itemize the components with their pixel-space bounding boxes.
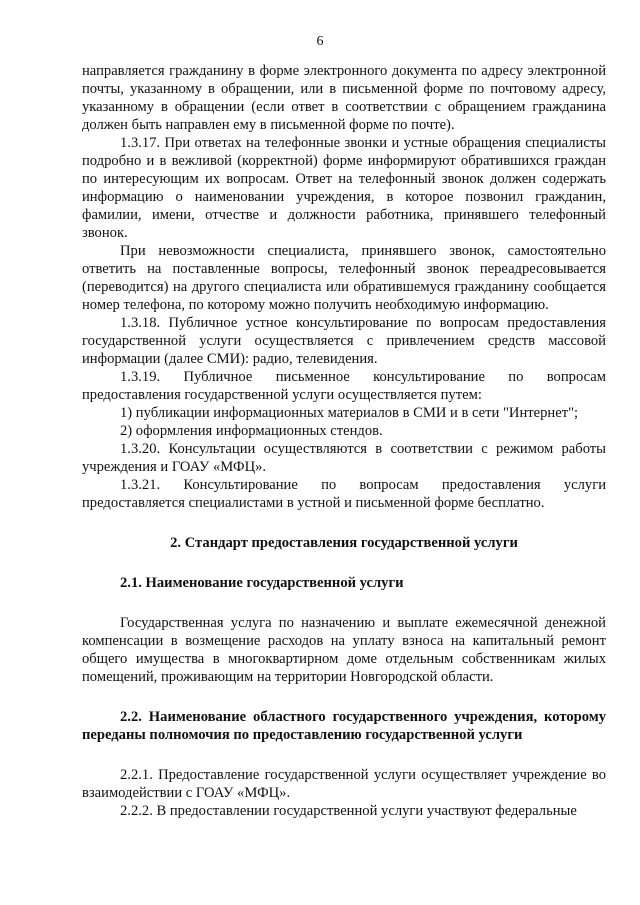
paragraph-1-3-17: 1.3.17. При ответах на телефонные звонки и устные обращения специалисты подробно и в вежливой (корректной) форме информируют обратившихся граждан по интересующим их вопросам. Ответ на телефонный звонок должен содержать информацию о наименовании учреждения, в которое позвонил гражданин, фамилии, имени, отчестве и должности работника, принявшего телефонный звонок.: [82, 135, 606, 241]
subsection-heading-2-2: 2.2. Наименование областного государственного учреждения, которому переданы полномочия по предоставлению государственной услуги: [82, 709, 606, 743]
paragraph-2-2-1: 2.2.1. Предоставление государственной услуги осуществляет учреждение во взаимодействии с ГОАУ «МФЦ».: [82, 767, 606, 801]
subsection-heading-2-1: 2.1. Наименование государственной услуги: [120, 575, 404, 591]
page-number: 6: [316, 34, 324, 49]
paragraph-1-3-21: 1.3.21. Консультирование по вопросам предоставления услуги предоставляется специалистами в устной и письменной форме бесплатно.: [82, 477, 606, 511]
paragraph-service-name: Государственная услуга по назначению и выплате ежемесячной денежной компенсации в возмещение расходов на уплату взноса на капитальный ремонт общего имущества в многоквартирном доме отдельным собственникам жилых помещений, проживающим на территории Новгородской области.: [82, 615, 606, 685]
list-item-publications: 1) публикации информационных материалов в СМИ и в сети "Интернет";: [120, 405, 579, 421]
paragraph-1-3-19: 1.3.19. Публичное письменное консультирование по вопросам предоставления государственной услуги осуществляется путем:: [82, 369, 606, 403]
paragraph-continuation: направляется гражданину в форме электронного документа по адресу электронной почты, указанному в обращении, или в письменной форме по почтовому адресу, указанному в обращении (если ответ в соответствии с обращением гражданина должен быть направлен ему в письменной форме по почте).: [82, 63, 606, 133]
section-heading-2: 2. Стандарт предоставления государственной услуги: [170, 535, 518, 551]
document-body: [82, 62, 606, 820]
paragraph-1-3-18: 1.3.18. Публичное устное консультирование по вопросам предоставления государственной услуги осуществляется с привлечением средств массовой информации (далее СМИ): радио, телевидения.: [82, 315, 606, 367]
paragraph-phone-redirect: При невозможности специалиста, принявшего звонок, самостоятельно ответить на поставленные вопросы, телефонный звонок переадресовывается (переводится) на другого специалиста или обратившемуся гражданину сообщается номер телефона, по которому можно получить необходимую информацию.: [82, 243, 606, 313]
paragraph-2-2-2: 2.2.2. В предоставлении государственной услуги участвуют федеральные: [120, 803, 577, 819]
list-item-stands: 2) оформления информационных стендов.: [120, 423, 383, 439]
paragraph-1-3-20: 1.3.20. Консультации осуществляются в соответствии с режимом работы учреждения и ГОАУ «МФЦ».: [82, 441, 606, 475]
